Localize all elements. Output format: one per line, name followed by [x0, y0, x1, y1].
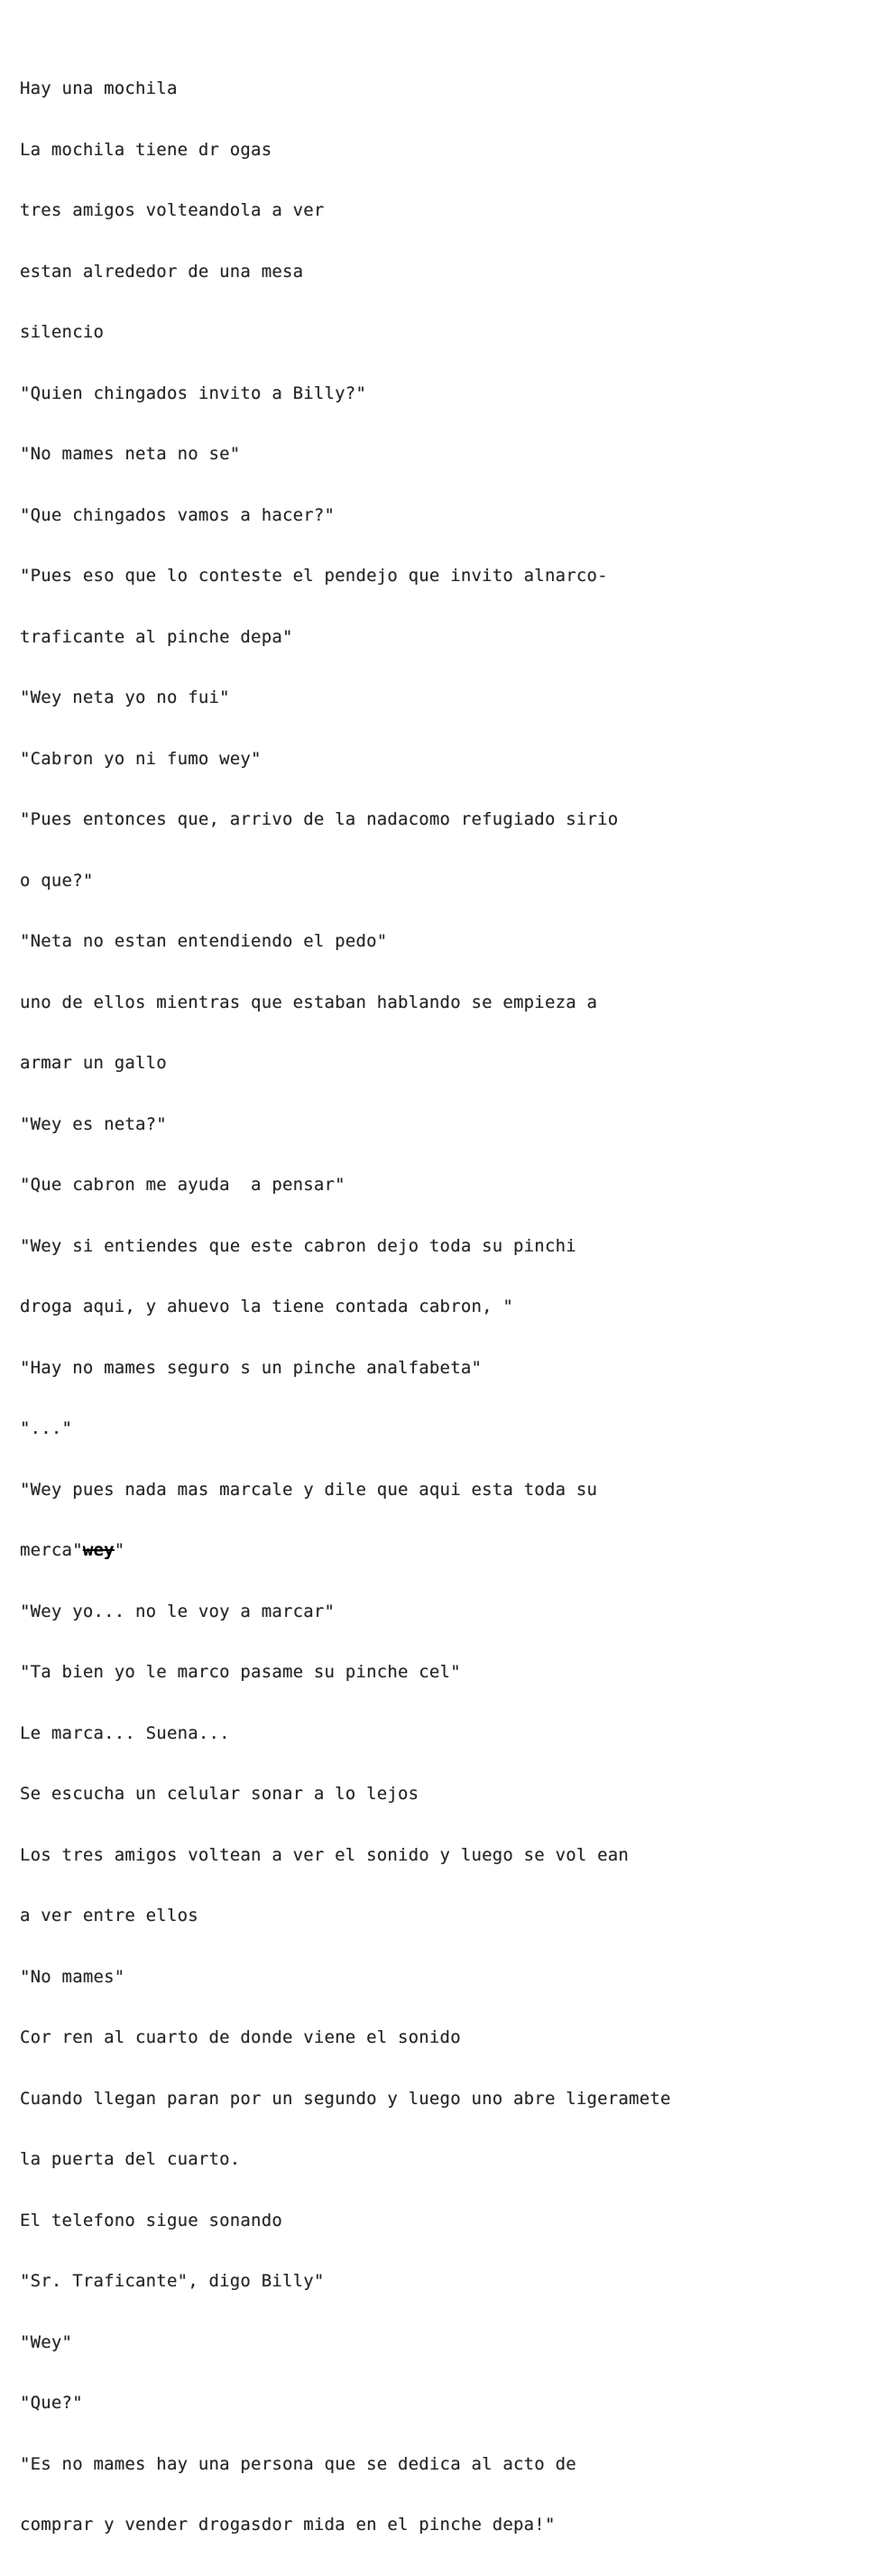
text-line: "..."	[20, 1418, 73, 1438]
text-line: "Neta no estan entendiendo el pedo"	[20, 931, 388, 951]
closing-quote: "	[114, 1540, 125, 1560]
text-line: armar un gallo	[20, 1053, 167, 1073]
text-line: "Wey es neta?"	[20, 1113, 167, 1134]
text-line: Cuando llegan paran por un segundo y luego uno abre ligeramete	[20, 2088, 671, 2109]
text-line: "Wey"	[20, 2331, 73, 2352]
struck-out-word: wey	[82, 1540, 115, 1560]
text-line: a ver entre ellos	[20, 1906, 198, 1925]
text-line: o que?"	[20, 870, 94, 891]
text-line: la puerta del cuarto.	[20, 2149, 241, 2169]
text-line: "No mames"	[20, 1966, 125, 1987]
text-line: "Que cabron me ayuda a pensar"	[20, 1175, 345, 1195]
text-line: El telefono sigue sonando	[20, 2210, 282, 2230]
text-line: "Es no mames hay una persona que se dedica al acto de	[20, 2453, 576, 2474]
text-line: "Pues eso que lo conteste el pendejo que invito alnarco-	[20, 566, 608, 586]
text-line: "Hay no mames seguro s un pinche analfabeta"	[20, 1357, 483, 1378]
text-line: "Wey si entiendes que este cabron dejo toda su pinchi	[20, 1235, 576, 1256]
text-line: "Que chingados vamos a hacer?"	[20, 504, 336, 525]
text-line: "No mames neta no se"	[20, 444, 241, 464]
text-line: tres amigos volteandola a ver	[20, 200, 325, 220]
text-line: "Ta bien yo le marco pasame su pinche cel"	[20, 1662, 461, 1682]
text-line: "Wey yo... no le voy a marcar"	[20, 1601, 336, 1621]
text-line: droga aqui, y ahuevo la tiene contada cabron, "	[20, 1297, 514, 1316]
text-line: Cor ren al cuarto de donde viene el sonido	[20, 2027, 461, 2047]
text-line: Los tres amigos voltean a ver el sonido y luego se vol ean	[20, 1844, 630, 1865]
text-line: merca"	[20, 1540, 83, 1560]
text-line: "Que?"	[20, 2393, 83, 2413]
text-line: "Wey pues nada mas marcale y dile que aqui esta toda su	[20, 1479, 598, 1500]
text-line: La mochila tiene dr ogas	[20, 139, 272, 160]
typewritten-text	[20, 38, 671, 2576]
text-line: "Sr. Traficante", digo Billy"	[20, 2271, 325, 2291]
text-line-with-strikeout	[20, 1540, 671, 1561]
text-line: "Quien chingados invito a Billy?"	[20, 383, 367, 403]
text-line: "Wey neta yo no fui"	[20, 688, 230, 707]
text-line: silencio	[20, 322, 105, 342]
text-line: Hay una mochila	[20, 78, 178, 98]
text-line: Le marca... Suena...	[20, 1722, 230, 1743]
text-line: "Pues entonces que, arrivo de la nadacomo refugiado sirio	[20, 809, 619, 829]
text-line: "Cabron yo ni fumo wey"	[20, 748, 262, 769]
text-line: traficante al pinche depa"	[20, 626, 293, 647]
text-line: uno de ellos mientras que estaban hablando se empieza a	[20, 992, 598, 1012]
text-line: comprar y vender drogasdor mida en el pinche depa!"	[20, 2515, 556, 2534]
text-line: Se escucha un celular sonar a lo lejos	[20, 1784, 419, 1804]
text-line: estan alrededor de una mesa	[20, 261, 304, 282]
